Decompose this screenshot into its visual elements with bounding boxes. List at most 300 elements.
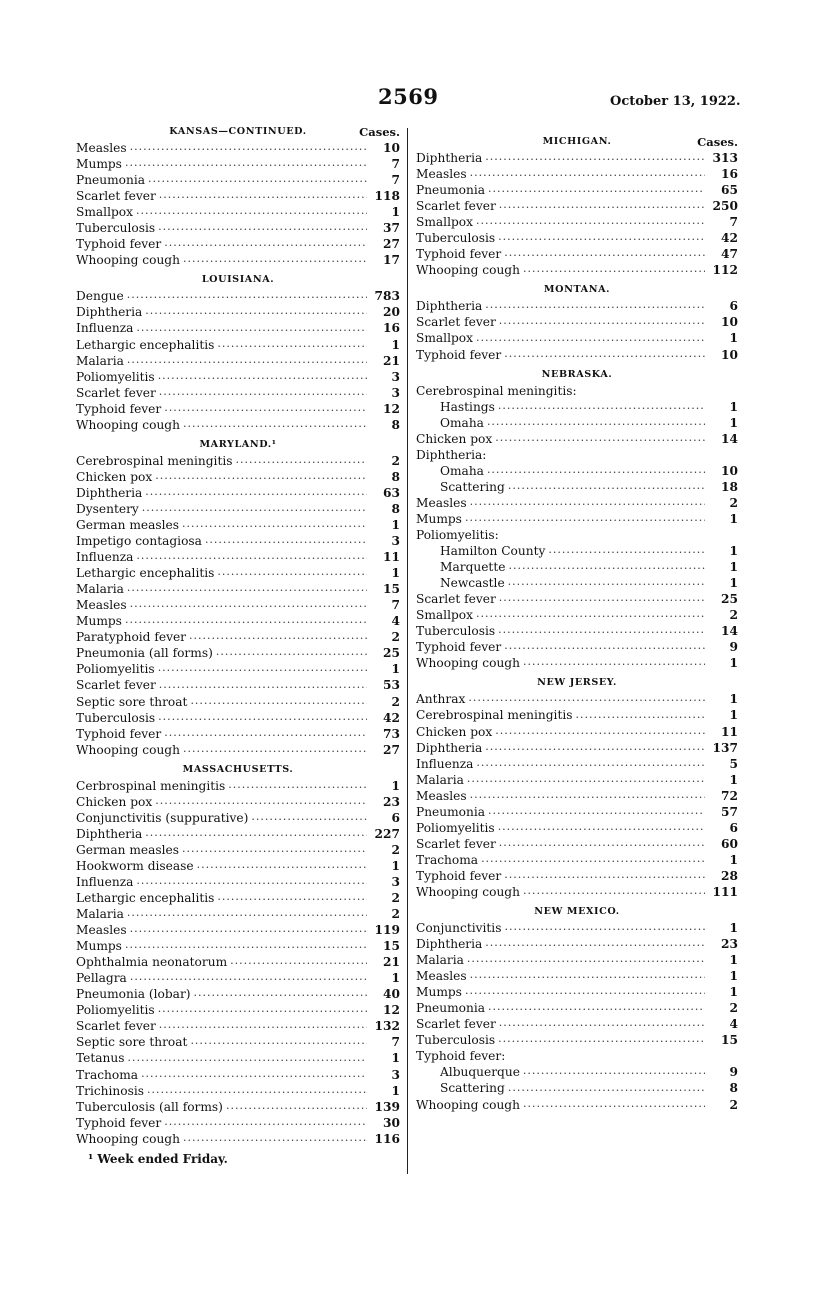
- case-count: 1: [729, 656, 738, 671]
- table-row: [76, 726, 400, 742]
- disease-name: Scarlet fever: [76, 678, 156, 693]
- table-row: [416, 623, 738, 639]
- case-count: 11: [721, 724, 738, 739]
- disease-name: Lethargic encephalitis: [76, 566, 215, 581]
- dot-leader: [145, 826, 367, 842]
- disease-name: Scarlet fever: [76, 385, 156, 400]
- disease-name: Dengue: [76, 289, 124, 304]
- page-number: 2569: [378, 84, 439, 109]
- disease-name: Poliomyelitis: [76, 662, 155, 677]
- case-count: 15: [383, 939, 400, 954]
- case-count: 63: [383, 485, 400, 500]
- disease-name: Trachoma: [416, 852, 479, 867]
- column-divider: [407, 128, 408, 1174]
- state-heading: [76, 124, 400, 140]
- disease-name: Cerebrospinal meningitis:: [416, 383, 577, 398]
- case-count: 60: [721, 836, 738, 851]
- table-row: [416, 575, 738, 591]
- dot-leader: [216, 645, 367, 661]
- table-row: [416, 198, 738, 214]
- case-count: 1: [729, 544, 738, 559]
- disease-name: Poliomyelitis:: [416, 527, 499, 542]
- dot-leader: [504, 347, 705, 363]
- disease-name: Measles: [416, 969, 467, 984]
- table-row: [416, 246, 738, 262]
- disease-name: German measles: [76, 842, 179, 857]
- disease-name: Malaria: [416, 772, 464, 787]
- table-row: [76, 826, 400, 842]
- dot-leader: [125, 613, 367, 629]
- disease-name: Diphtheria: [416, 937, 483, 952]
- disease-name: Smallpox: [416, 608, 473, 623]
- state-section-louisiana: [76, 272, 400, 432]
- table-row: [76, 890, 400, 906]
- case-count: 6: [729, 299, 738, 314]
- case-count: 3: [391, 874, 400, 889]
- table-row: [76, 581, 400, 597]
- table-row: [76, 810, 400, 826]
- disease-name: Tuberculosis: [416, 1033, 496, 1048]
- table-row: [76, 1131, 400, 1147]
- disease-name: Influenza: [76, 874, 134, 889]
- dot-leader: [523, 655, 705, 671]
- dot-leader: [127, 288, 367, 304]
- case-count: 1: [729, 772, 738, 787]
- case-count: 1: [729, 985, 738, 1000]
- disease-name: Mumps: [76, 939, 122, 954]
- case-count: 7: [391, 598, 400, 613]
- disease-name: Tuberculosis: [416, 231, 496, 246]
- dot-leader: [183, 1131, 367, 1147]
- state-name: NEBRASKA.: [541, 368, 613, 380]
- table-row: [76, 337, 400, 353]
- state-heading: [416, 367, 738, 383]
- case-count: 2: [391, 694, 400, 709]
- case-count: 8: [391, 469, 400, 484]
- disease-name: Smallpox: [76, 205, 133, 220]
- dot-leader: [125, 156, 367, 172]
- table-row: [76, 401, 400, 417]
- table-row: [76, 549, 400, 565]
- case-count: 17: [383, 253, 400, 268]
- table-row: [416, 150, 738, 166]
- case-count: 25: [721, 592, 738, 607]
- table-row: [416, 415, 738, 431]
- table-row: [416, 984, 738, 1000]
- case-count: 73: [383, 726, 400, 741]
- table-row: [416, 447, 738, 463]
- state-name: MASSACHUSETTS.: [182, 763, 294, 775]
- cases-column-header: Cases.: [359, 125, 400, 139]
- table-row: [416, 1016, 738, 1032]
- table-row: [76, 778, 400, 794]
- case-count: 53: [383, 678, 400, 693]
- dot-leader: [487, 415, 705, 431]
- dot-leader: [159, 1018, 367, 1034]
- table-row: [416, 756, 738, 772]
- case-count: 1: [729, 331, 738, 346]
- table-row: [416, 772, 738, 788]
- case-count: 42: [721, 231, 738, 246]
- table-row: [416, 314, 738, 330]
- state-heading: [416, 134, 738, 150]
- case-count: 4: [391, 614, 400, 629]
- dot-leader: [498, 820, 705, 836]
- disease-name: Trachoma: [76, 1067, 139, 1082]
- case-count: 1: [729, 692, 738, 707]
- dot-leader: [148, 172, 367, 188]
- case-count: 1: [729, 708, 738, 723]
- dot-leader: [508, 575, 705, 591]
- disease-name: Septic sore throat: [76, 694, 188, 709]
- table-row: [416, 836, 738, 852]
- case-count: 3: [391, 369, 400, 384]
- table-row: [416, 820, 738, 836]
- table-row: [416, 1097, 738, 1113]
- case-count: 15: [721, 1033, 738, 1048]
- dot-leader: [130, 922, 367, 938]
- table-row: [416, 804, 738, 820]
- case-count: 27: [383, 742, 400, 757]
- disease-name: Pneumonia: [416, 183, 486, 198]
- case-count: 111: [712, 884, 738, 899]
- case-count: 112: [712, 263, 738, 278]
- dot-leader: [183, 417, 367, 433]
- table-row: [76, 385, 400, 401]
- case-count: 313: [712, 151, 738, 165]
- state-heading: [416, 282, 738, 298]
- table-row: [76, 501, 400, 517]
- dot-leader: [183, 742, 367, 758]
- disease-name: Scarlet fever: [76, 189, 156, 204]
- dot-leader: [158, 1002, 367, 1018]
- table-row: [416, 479, 738, 495]
- table-row: [416, 788, 738, 804]
- disease-name: Mumps: [416, 511, 462, 526]
- case-count: 5: [729, 756, 738, 771]
- disease-name: Malaria: [416, 953, 464, 968]
- table-row: [76, 858, 400, 874]
- disease-name: Scattering: [440, 1081, 505, 1096]
- disease-name: Poliomyelitis: [416, 820, 495, 835]
- disease-name: Diphtheria:: [416, 447, 487, 462]
- case-count: 1: [729, 953, 738, 968]
- disease-name: Lethargic encephalitis: [76, 337, 215, 352]
- case-count: 30: [383, 1115, 400, 1130]
- state-section-maryland: [76, 437, 400, 758]
- table-row: [76, 1050, 400, 1066]
- disease-name: Measles: [416, 167, 467, 182]
- disease-name: Chicken pox: [76, 469, 153, 484]
- table-row: [416, 740, 738, 756]
- case-count: 139: [374, 1099, 400, 1114]
- case-count: 16: [383, 321, 400, 336]
- dot-leader: [504, 639, 705, 655]
- case-count: 1: [391, 566, 400, 581]
- disease-name: Influenza: [76, 550, 134, 565]
- dot-leader: [226, 1099, 367, 1115]
- disease-name: Scarlet fever: [416, 592, 496, 607]
- dot-leader: [504, 868, 705, 884]
- disease-name: Omaha: [440, 463, 484, 478]
- dot-leader: [523, 262, 705, 278]
- dot-leader: [136, 204, 367, 220]
- dot-leader: [508, 479, 705, 495]
- case-count: 6: [391, 810, 400, 825]
- dot-leader: [499, 198, 705, 214]
- dot-leader: [487, 463, 705, 479]
- dot-leader: [467, 952, 705, 968]
- dot-leader: [523, 1097, 705, 1113]
- case-count: 14: [721, 624, 738, 639]
- table-row: [76, 453, 400, 469]
- disease-name: Typhoid fever: [416, 868, 502, 883]
- disease-name: Typhoid fever: [76, 1115, 162, 1130]
- case-count: 28: [721, 868, 738, 883]
- case-count: 1: [729, 969, 738, 984]
- table-row: [76, 220, 400, 236]
- table-row: [76, 938, 400, 954]
- disease-name: Whooping cough: [416, 263, 520, 278]
- table-row: [76, 565, 400, 581]
- cases-column-header: Cases.: [697, 135, 738, 149]
- disease-name: Cerebrospinal meningitis: [416, 708, 573, 723]
- case-count: 37: [383, 221, 400, 236]
- disease-name: Whooping cough: [416, 1097, 520, 1112]
- state-name: KANSAS—CONTINUED.: [169, 126, 307, 137]
- disease-name: Diphtheria: [416, 740, 483, 755]
- case-count: 72: [721, 788, 738, 803]
- disease-name: Scattering: [440, 479, 505, 494]
- table-row: [76, 1099, 400, 1115]
- disease-name: Typhoid fever: [76, 726, 162, 741]
- dot-leader: [182, 842, 367, 858]
- case-count: 2: [391, 907, 400, 922]
- disease-name: Diphtheria: [416, 299, 483, 314]
- dot-leader: [504, 920, 705, 936]
- case-count: 1: [391, 778, 400, 793]
- dot-leader: [158, 220, 367, 236]
- dot-leader: [164, 401, 367, 417]
- disease-name: Newcastle: [440, 576, 505, 591]
- disease-name: Cerebrospinal meningitis: [76, 453, 233, 468]
- dot-leader: [485, 298, 705, 314]
- table-row: [416, 852, 738, 868]
- table-row: [416, 591, 738, 607]
- dot-leader: [217, 890, 367, 906]
- dot-leader: [476, 756, 705, 772]
- state-heading: [416, 904, 738, 920]
- dot-leader: [158, 661, 367, 677]
- disease-name: Impetigo contagiosa: [76, 534, 202, 549]
- case-count: 1: [391, 337, 400, 352]
- case-count: 2: [729, 608, 738, 623]
- case-count: 11: [383, 550, 400, 565]
- table-row: [76, 517, 400, 533]
- case-count: 137: [712, 740, 738, 755]
- state-section-massachusetts: [76, 762, 400, 1147]
- dot-leader: [158, 369, 367, 385]
- dot-leader: [476, 331, 705, 347]
- dot-leader: [485, 740, 705, 756]
- table-row: [416, 383, 738, 399]
- dot-leader: [197, 858, 367, 874]
- dot-leader: [127, 906, 367, 922]
- state-name: NEW JERSEY.: [537, 677, 617, 689]
- disease-name: Diphtheria: [76, 485, 143, 500]
- case-count: 15: [383, 582, 400, 597]
- table-row: [76, 970, 400, 986]
- dot-leader: [145, 304, 367, 320]
- table-row: [76, 252, 400, 268]
- disease-name: Trichinosis: [76, 1083, 145, 1098]
- disease-name: Pellagra: [76, 971, 127, 986]
- right-column: [416, 132, 738, 1117]
- dot-leader: [164, 726, 367, 742]
- dot-leader: [470, 788, 705, 804]
- table-row: [416, 936, 738, 952]
- case-count: 1: [391, 205, 400, 220]
- case-count: 10: [721, 347, 738, 362]
- footnote: ¹ Week ended Friday.: [88, 1151, 228, 1166]
- table-row: [416, 920, 738, 936]
- case-count: 7: [391, 173, 400, 188]
- dot-leader: [485, 936, 705, 952]
- table-row: [416, 724, 738, 740]
- case-count: 1: [729, 560, 738, 575]
- dot-leader: [467, 772, 705, 788]
- case-count: 116: [374, 1131, 400, 1146]
- case-count: 1: [391, 517, 400, 532]
- case-count: 7: [729, 215, 738, 230]
- dot-leader: [217, 565, 367, 581]
- disease-name: Pneumonia: [416, 804, 486, 819]
- dot-leader: [498, 623, 705, 639]
- table-row: [76, 629, 400, 645]
- disease-name: Marquette: [440, 560, 506, 575]
- case-count: 1: [391, 971, 400, 986]
- table-row: [76, 1083, 400, 1099]
- disease-name: Measles: [76, 923, 127, 938]
- dot-leader: [141, 1067, 367, 1083]
- disease-name: Conjunctivitis: [416, 921, 502, 936]
- table-row: [76, 874, 400, 890]
- table-row: [416, 399, 738, 415]
- table-row: [416, 1048, 738, 1064]
- disease-name: Measles: [416, 495, 467, 510]
- disease-name: Poliomyelitis: [76, 369, 155, 384]
- table-row: [416, 1032, 738, 1048]
- case-count: 8: [729, 1081, 738, 1096]
- table-row: [416, 968, 738, 984]
- disease-name: Typhoid fever: [416, 347, 502, 362]
- disease-name: Measles: [76, 141, 127, 155]
- disease-name: Mumps: [76, 614, 122, 629]
- disease-name: Malaria: [76, 353, 124, 368]
- case-count: 7: [391, 1035, 400, 1050]
- table-row: [416, 463, 738, 479]
- disease-name: Albuquerque: [440, 1065, 520, 1080]
- case-count: 3: [391, 1067, 400, 1082]
- table-row: [76, 906, 400, 922]
- disease-name: Hastings: [440, 399, 495, 414]
- case-count: 10: [721, 463, 738, 478]
- dot-leader: [142, 501, 367, 517]
- table-row: [76, 1067, 400, 1083]
- case-count: 3: [391, 385, 400, 400]
- case-count: 1: [729, 399, 738, 414]
- case-count: 1: [729, 576, 738, 591]
- case-count: 18: [721, 479, 738, 494]
- state-heading: [76, 762, 400, 778]
- table-row: [76, 661, 400, 677]
- page-date: October 13, 1922.: [610, 94, 741, 109]
- dot-leader: [130, 970, 367, 986]
- table-row: [416, 431, 738, 447]
- disease-name: Mumps: [416, 985, 462, 1000]
- disease-name: Conjunctivitis (suppurative): [76, 810, 249, 825]
- table-row: [76, 469, 400, 485]
- case-count: 2: [729, 495, 738, 510]
- table-row: [76, 288, 400, 304]
- table-row: [416, 707, 738, 723]
- table-row: [416, 1080, 738, 1096]
- dot-leader: [155, 469, 367, 485]
- table-row: [76, 533, 400, 549]
- table-row: [76, 140, 400, 156]
- disease-name: Influenza: [76, 321, 134, 336]
- case-count: 57: [721, 804, 738, 819]
- disease-name: Pneumonia (lobar): [76, 987, 191, 1002]
- table-row: [76, 1002, 400, 1018]
- table-row: [76, 710, 400, 726]
- disease-name: Malaria: [76, 582, 124, 597]
- case-count: 65: [721, 183, 738, 198]
- case-count: 6: [729, 820, 738, 835]
- table-row: [76, 742, 400, 758]
- dot-leader: [164, 236, 367, 252]
- case-count: 12: [383, 401, 400, 416]
- disease-name: Chicken pox: [416, 431, 493, 446]
- disease-name: Pneumonia (all forms): [76, 646, 213, 661]
- disease-name: Poliomyelitis: [76, 1003, 155, 1018]
- table-row: [76, 1018, 400, 1034]
- disease-name: Pneumonia: [416, 1001, 486, 1016]
- disease-name: Malaria: [76, 907, 124, 922]
- table-row: [76, 694, 400, 710]
- table-row: [416, 230, 738, 246]
- dot-leader: [481, 852, 705, 868]
- dot-leader: [164, 1115, 367, 1131]
- case-count: 1: [729, 511, 738, 526]
- disease-name: Typhoid fever: [416, 640, 502, 655]
- dot-leader: [499, 314, 705, 330]
- disease-name: Ophthalmia neonatorum: [76, 955, 228, 970]
- dot-leader: [499, 836, 705, 852]
- dot-leader: [147, 1083, 367, 1099]
- case-count: 25: [383, 646, 400, 661]
- table-row: [416, 1064, 738, 1080]
- dot-leader: [217, 337, 367, 353]
- case-count: 3: [391, 534, 400, 549]
- case-count: 1: [391, 1051, 400, 1066]
- dot-leader: [488, 804, 705, 820]
- table-row: [416, 655, 738, 671]
- dot-leader: [508, 559, 705, 575]
- disease-name: Smallpox: [416, 331, 473, 346]
- case-count: 10: [721, 315, 738, 330]
- dot-leader: [159, 385, 367, 401]
